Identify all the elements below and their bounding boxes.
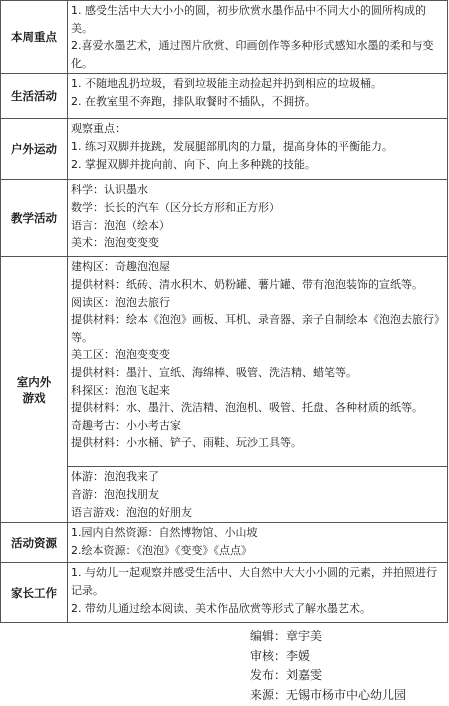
play-games-content — [68, 467, 448, 523]
row-parents — [1, 563, 448, 623]
play-area-line: 提供材料：纸砖、清水积木、奶粉罐、薯片罐、带有泡泡装饰的宣纸等。 — [71, 277, 423, 291]
row-play-areas — [1, 257, 448, 467]
focus-label: 本周重点 — [1, 1, 68, 74]
credit-editor: 编辑：章宇美 — [250, 629, 323, 643]
play-area-line: 建构区：奇趣泡泡屋 — [71, 260, 170, 274]
play-game-line: 音游：泡泡找朋友 — [71, 487, 159, 501]
play-label-line-1: 室内外 — [16, 374, 52, 389]
play-area-line: 阅读区：泡泡去旅行 — [71, 295, 170, 309]
play-area-line: 奇趣考古：小小考古家 — [71, 418, 181, 432]
credit-reviewer: 审核：李媛 — [250, 648, 311, 663]
focus-line-1: 1. 感受生活中大大小小的圆，初步欣赏水墨作品中不同大小的圆所构成的美。 — [71, 4, 426, 35]
focus-line-2: 2.喜爱水墨艺术，通过图片欣赏、印画创作等多种形式感知水墨的柔和与变化。 — [71, 39, 434, 70]
resources-content — [68, 523, 448, 563]
play-area-line: 提供材料：墨汁、宣纸、海绵棒、吸管、洗洁精、蜡笔等。 — [71, 365, 357, 379]
row-teaching — [1, 180, 448, 257]
credit-publisher: 发布：刘嘉雯 — [250, 668, 323, 682]
play-area-line: 科探区：泡泡飞起来 — [71, 383, 170, 397]
play-areas-content — [68, 257, 448, 467]
life-label: 生活活动 — [1, 74, 68, 119]
parents-label: 家长工作 — [1, 563, 68, 623]
teaching-line-4: 美术：泡泡变变变 — [71, 236, 159, 250]
parents-content — [68, 563, 448, 623]
credit-source: 来源：无锡市杨市中心幼儿园 — [250, 687, 407, 702]
teaching-content — [68, 180, 448, 257]
focus-content — [68, 1, 448, 74]
row-focus — [1, 1, 448, 74]
resources-line-1: 1.园内自然资源：自然博物馆、小山坡 — [71, 526, 258, 540]
outdoor-label: 户外运动 — [1, 119, 68, 180]
row-life — [1, 74, 448, 119]
teaching-line-2: 数学：长长的汽车（区分长方形和正方形） — [71, 200, 280, 214]
play-label — [1, 257, 68, 523]
row-outdoor — [1, 119, 448, 180]
outdoor-content — [68, 119, 448, 180]
life-line-1: 1. 不随地乱扔垃圾，看到垃圾能主动捡起并扔到相应的垃圾桶。 — [71, 77, 382, 91]
play-label-line-2: 游戏 — [22, 390, 46, 405]
outdoor-line-1: 观察重点： — [71, 122, 126, 136]
resources-label: 活动资源 — [1, 523, 68, 563]
credits — [250, 627, 406, 705]
row-play-games — [1, 467, 448, 523]
teaching-line-1: 科学：认识墨水 — [71, 183, 148, 197]
parents-line-2: 2. 带幼儿通过绘本阅读、美术作品欣赏等形式了解水墨艺术。 — [71, 601, 371, 615]
teaching-label: 教学活动 — [1, 180, 68, 257]
play-game-line: 体游：泡泡我来了 — [71, 470, 159, 484]
play-area-line: 提供材料：水、墨汁、洗洁精、泡泡机、吸管、托盘、各种材质的纸等。 — [71, 401, 423, 415]
play-area-line: 提供材料：绘本《泡泡》画板、耳机、录音器、亲子自制绘本《泡泡去旅行》等。 — [71, 313, 440, 344]
play-area-line: 美工区：泡泡变变变 — [71, 348, 170, 362]
parents-line-1: 1. 与幼儿一起观察并感受生活中、大自然中大大小小圆的元素，并拍照进行记录。 — [71, 566, 437, 597]
outdoor-line-2: 1. 练习双脚并拢跳，发展腿部肌肉的力量，提高身体的平衡能力。 — [71, 139, 393, 153]
life-line-2: 2. 在教室里不奔跑，排队取餐时不插队，不拥挤。 — [71, 94, 316, 108]
life-content — [68, 74, 448, 119]
play-area-line: 提供材料：小水桶、铲子、雨鞋、玩沙工具等。 — [71, 436, 302, 450]
play-game-line: 语言游戏：泡泡的好朋友 — [71, 505, 192, 519]
resources-line-2: 2.绘本资源：《泡泡》《变变》《点点》 — [71, 543, 252, 557]
teaching-line-3: 语言：泡泡（绘本） — [71, 218, 170, 232]
row-resources — [1, 523, 448, 563]
outdoor-line-3: 2. 掌握双脚并拢向前、向下、向上多种跳的技能。 — [71, 157, 316, 171]
